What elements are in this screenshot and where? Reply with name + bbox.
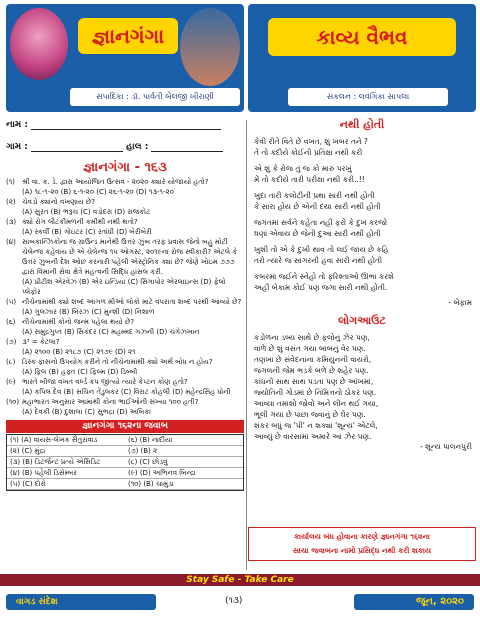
poem1-author: - બેફામ: [448, 298, 472, 307]
answer-item: (૪) (B) પહેલી ડિસેમ્બર: [7, 468, 125, 479]
quiz-question: [6, 337, 244, 347]
kavya-title: કાવ્ય વૈભવ: [268, 18, 456, 56]
compiler-credit: સંકલન : લવંગિકા સાપલા: [288, 88, 448, 106]
name-field[interactable]: [6, 120, 244, 134]
question-text: સાબકાન્ઝિકોના જ ગ્રાઉન્ડ માનેથી ઉત્તર ઝુંબ તરફ પ્રવાસ જેનો બહુ મોટી ચેલેન્જ કહેવાય છે એ ચેલેન્જ ૧૫ ઓગસ્ટ, ૨૦૧૯ના રોજ સ્વીકારી? એટલે કે ઉત્તર ઝુબની દેશ ઓછ કરનારી પહેલી એસ્ટ્રોનિક ક્યાં છે? જેણે ખોઇમ ૭૭૭ દ્વારા વિમાની સેવા ક્ષેત્રે મહત્વની સિદ્ધિ હાંસલ કરી.: [22, 238, 238, 276]
poem2-title: લોગઆઉટ: [338, 314, 386, 327]
poem1-body: [248, 136, 476, 293]
notice-line-2: સાચા જવાબના નામો પ્રસિદ્ધ નથી કરી શકાય: [292, 546, 432, 555]
poem-line: તરો ત્યારે જ સાગરની હવા સારી નથી હોતી: [254, 256, 383, 265]
quiz-question: [6, 177, 244, 187]
quiz-question: [6, 357, 244, 367]
question-number: (૮): [6, 358, 16, 366]
question-options: (A) દેવકી (B) દુશાલા (C) સુભદ્રા (D) અંબિકા: [22, 408, 151, 416]
village-line[interactable]: [31, 151, 123, 152]
poem-line: ખુશી તો એ કે દુખી થાવ તો લઈ જાય છે કહિ: [254, 245, 389, 254]
editor-credit: સંપાદિકા : ડૉ. પાર્વતી બેલજી ખીરાણી: [70, 88, 240, 106]
poem-line: વાળે છે શું વસંત ગયા બાબનું વેર પણ.: [254, 344, 366, 353]
poem-stanza: [254, 190, 476, 212]
poem-line: શંકર બધું જ 'પી' ન શક્યા 'શૂન્ય' એટલે,: [254, 421, 378, 430]
poem-line: કડોળના ડબ્ય સાથે છે ફલોનું ઝેર પણ,: [254, 333, 370, 342]
quiz-question: [6, 237, 244, 277]
village-label: ગામ :: [6, 142, 28, 152]
answer-item: (૧) (A) વાયસ-લેખક સૈતુરાંવાડ: [7, 435, 125, 446]
poem-stanza: [254, 136, 476, 158]
issue-date: જૂન, ૨૦૨૦: [354, 594, 474, 610]
poem-line: ઘણાં એવાય છે જેની દુઆ સારી નથી હોતી: [254, 229, 381, 238]
name-label: નામ :: [6, 120, 28, 130]
answer-item: (૭) (B) ૨: [125, 446, 243, 457]
answer-item: (૮) (C) છોડવું: [125, 457, 243, 468]
class-label: હાલ :: [126, 142, 149, 152]
gyanganga-banner: [6, 4, 244, 112]
column-divider: [246, 120, 247, 570]
question-number: (૩): [6, 218, 17, 226]
poem-line: કાંધની સાથ સાથ પડતાં પણ છે આંખમાં,: [254, 377, 374, 386]
poem-line: તેં તો કદીયે કોઈની પ્રતિક્ષા નથી કરી: [254, 148, 363, 157]
quiz-question: [6, 197, 244, 207]
page-footer: [0, 586, 480, 616]
publication-name: વાગડ સંદેશ: [6, 594, 156, 610]
page-number: (૧૩): [225, 596, 243, 606]
poem-stanza: [254, 217, 476, 239]
notice-line-1: કાર્યાલય બંધ હોવાના કારણે જ્ઞાનગંગા ૧૬૨ના: [294, 532, 430, 541]
question-number: (૪): [6, 238, 16, 246]
poem1-title: નથી હોતી: [339, 118, 385, 131]
poem-line: ખુદા તારી કલોટીની પ્રથા સારી નથી હોતી: [254, 191, 375, 200]
question-text: ડિસ્ક ફાસનો ઉપયોગ કરીને તો નીચેનામાંથી ક્યો અર્થ બોધ ન હોય?: [22, 358, 213, 366]
question-text: ચેવડો ક્યાંનો વખણાય છે?: [22, 198, 96, 206]
poem-line: આવ્યું છે વારસામાં અમારે આ ઝેર પણ.: [254, 432, 372, 441]
answer-item: (૧૦) (B) ચામુંડા: [125, 479, 243, 490]
poem-stanza: [254, 271, 476, 293]
quiz-question: [6, 297, 244, 307]
kavya-banner: [248, 4, 476, 112]
quiz-questions: [6, 177, 244, 417]
question-options: (A) કપિલ દેવ (B) સચિન તેંડુલકર (C) વિરાટ કોહલી (D) મહેન્દ્રસિંહ ધોની: [22, 388, 231, 396]
answers-grid: [6, 434, 244, 491]
question-options: (A) સ્કર્વી (B) ગોઇટર (C) રતાંધી (D) બેરીબેરી: [22, 228, 152, 236]
answer-item: (૩) (B) ડિટર્જન્ટ પ્રત્યે એસિડિટ: [7, 457, 125, 468]
question-text: નીચેનામાંથી ક્યો શબ્દ આગળ મીઓ લોકો માટે વપરાતા શબ્દ પરથી આવ્યો છે?: [22, 298, 242, 306]
poem-stanza: [254, 244, 476, 266]
question-options: (A) ૨૧૦૦ (B) ૨૧૮૭ (C) ૨૧૭૯ (D) ૨૧: [22, 348, 136, 356]
answer-item: (૬) (B) નાદીયા: [125, 435, 243, 446]
editor-photo: [180, 8, 240, 86]
poem2-body: [248, 332, 476, 442]
right-column: [248, 4, 476, 452]
class-line[interactable]: [151, 151, 223, 152]
quiz-question: [6, 317, 244, 327]
left-column: [6, 4, 244, 491]
poem-line: આવ્યા તમાશો જોવો અને લીન થઈ ગયા,: [254, 399, 379, 408]
brain-illustration: [10, 8, 68, 80]
poem-line: મેં તો કદીયે તારી પરીક્ષા નથી કરી..!!: [254, 175, 365, 184]
answers-title: જ્ઞાનગંગા ૧૬૨ના જવાબ: [6, 420, 244, 433]
question-number: (૫): [6, 298, 17, 306]
question-text: નીચેનામાંથી કોનો જન્મ પહેલા થયો છે?: [22, 318, 135, 326]
question-text: ક્યો રોગ લૌટકીમળની કમીથી નથી થતો?: [22, 218, 138, 226]
question-text: શ્રી વા. ક. ડે. દ્વારા આયોજિત ઉત્સવ - ૨૦૨૦ ક્યારે યોજાયો હતો?: [22, 178, 209, 186]
office-closed-notice: [248, 527, 476, 561]
poem-line: જગતમાં સર્વને કહેતા નહીં ફરો કે દુખ કરજો: [254, 218, 388, 227]
quiz-title: જ્ઞાનગંગા - ૧૬૩: [83, 160, 167, 175]
poem-line: અહીં બેકામ કોઈ પણ જગા સારી નથી હોતી.: [254, 283, 388, 292]
poem-stanza: [254, 163, 476, 185]
question-number: (૯): [6, 378, 16, 386]
question-number: (૧૦): [6, 398, 20, 406]
poem-line: કબરમાં જઈને સ્નેહો તો ફરિશ્તાઓ ઊભા કરશે: [254, 272, 394, 281]
question-options: (A) સમુદ્રગુપ્ત (B) સિકંદર (C) મહમ્મદ ગઝની (D) ચંગેઝખાન: [22, 328, 200, 336]
poem2-author: - શૂન્ય પાલનપુરી: [419, 442, 472, 451]
poem-line: જ્યોતિની ગોડમાં છે નિમિત્તનો ઠોકર પણ.: [254, 388, 377, 397]
gyanganga-title: જ્ઞાનગંગા: [78, 18, 178, 54]
question-number: (૬): [6, 318, 16, 326]
poem-line: કે સારા હોય છે એની દયા સારી નથી હોતી: [254, 202, 381, 211]
name-line[interactable]: [31, 129, 221, 130]
question-number: (૧): [6, 178, 15, 186]
answer-item: (૯) (D) અભિનવ બિન્દ્રા: [125, 468, 243, 479]
poem-line: ભૂલી ગયા છે પાછા જવાનું છે ઘેર પણ.: [254, 410, 366, 419]
question-options: (A) ૧૮-૧-૨૦ (B) ૬-૧-૨૦ (C) ૨૬-૧-૨૦ (D) ૧૩-૧-૨૦: [22, 188, 174, 196]
question-text: ૩³ = કેટલા?: [22, 338, 60, 346]
quiz-question: [6, 217, 244, 227]
answer-item: (૫) (C) દોરો: [7, 479, 125, 490]
quiz-question: [6, 377, 244, 387]
question-options: (A) પ્રીટીશ એરવેઝ (B) એર ઇન્ડિયા (C) સિંગાપોર એરલાઇન્સ (D) ફેલો પ્લેફોર: [22, 278, 226, 296]
question-options: (A) ફિલ (B) હફ્ત (C) ફિલ્મ (D) ડિબ્બી: [22, 368, 138, 376]
poem-line: તણખા છે સંવેદનાના કમિયુનની વાયરો,: [254, 355, 372, 364]
question-text: મહાભારત અનુસાર આમાંથી કોના ભાઈઓની સંખ્યા ૧૦૦ હતી?: [22, 398, 199, 406]
question-text: ભારતે બીજા વખત વર્લ્ડ કપ જીત્યો ત્યારે કેપ્ટન કોણ હતો?: [22, 378, 188, 386]
question-number: (૨): [6, 198, 16, 206]
question-options: (A) ગુલઝાર (B) બિરઝ (C) મુન્શી (D) નિશાળ: [22, 308, 155, 316]
question-number: (૭): [6, 338, 17, 346]
poem-line: જંગલની જેમ ભડકે બળે છે શહેર પણ.: [254, 366, 369, 375]
question-options: (A) સુરત (B) ભરૂચ (C) વડોદરા (D) રાજકોટ: [22, 208, 151, 216]
answer-item: (૨) (C) મુંદ્રા: [7, 446, 125, 457]
quiz-question: [6, 397, 244, 407]
poem-line: કેવી રીતે વિતે છે વખત, શું ખબર તને ?: [254, 137, 368, 146]
slogan-band: Stay Safe - Take Care: [0, 574, 480, 586]
village-field[interactable]: [6, 142, 244, 156]
poem-line: એ શું કે રોજ તું જ કો મારું પરખું: [254, 164, 352, 173]
